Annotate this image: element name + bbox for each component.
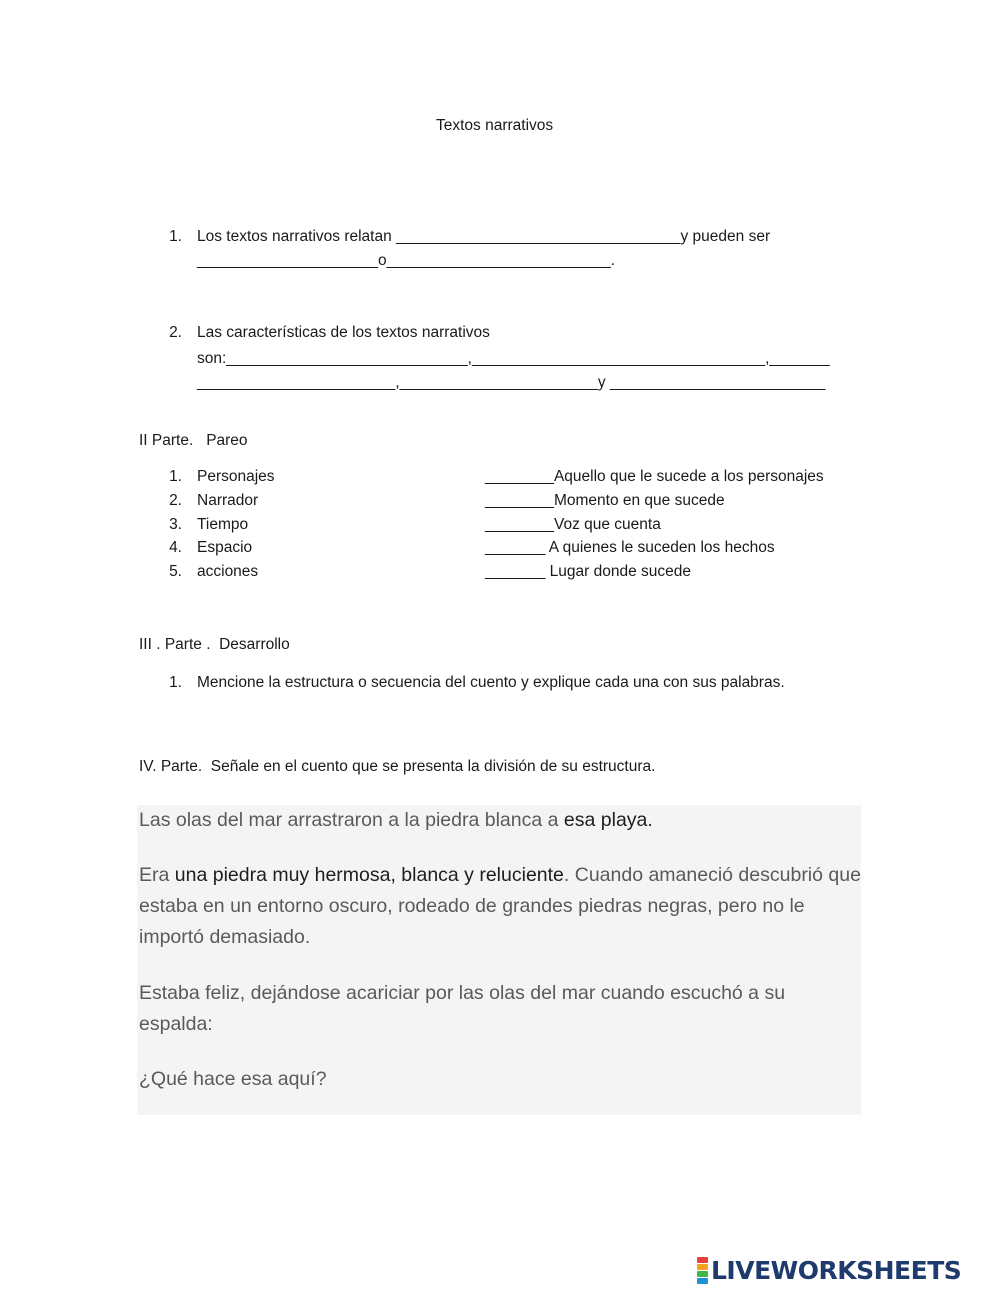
part-3-question: Mencione la estructura o secuencia del cuento y explique cada una con sus palabras. [197,674,785,691]
story-highlight: una piedra muy hermosa, blanca y reluciente [174,864,564,886]
logo-block [697,1271,708,1277]
story-text: . Cuando amaneció descubrió que estaba en un entorno oscuro, rodeado de grandes piedras negras, pero no le importó demasiado. [139,864,861,948]
question-number: 1. [169,674,182,691]
logo-mark-icon [697,1257,708,1284]
liveworksheets-logo [697,1256,992,1284]
part-2-heading: II Parte. Pareo [139,432,248,449]
logo-block [697,1264,708,1270]
question-number: 1. [169,228,182,245]
logo-block [697,1257,708,1263]
matching-term: Tiempo [197,516,249,533]
question-number: 2. [169,324,182,341]
story-highlight: esa playa. [563,809,653,831]
matching-definition: ________Momento en que sucede [485,492,725,509]
story-paragraph-2 [139,860,861,953]
matching-term: acciones [197,563,259,580]
matching-number: 4. [169,539,182,556]
matching-definition: _______ A quienes le suceden los hechos [485,539,775,556]
question-1-line-2: _____________________o__________________________. [197,252,616,269]
matching-number: 1. [169,468,182,485]
page-title: Textos narrativos [436,117,554,134]
story-text: Era [139,864,175,886]
matching-number: 3. [169,516,182,533]
matching-term: Espacio [197,539,253,556]
logo-text: LIVEWORKSHEETS [711,1255,962,1285]
part-4-heading: IV. Parte. Señale en el cuento que se presenta la división de su estructura. [139,758,656,775]
matching-definition: ________Voz que cuenta [485,516,661,533]
matching-definition: _______ Lugar donde sucede [485,563,691,580]
matching-term: Narrador [197,492,259,509]
question-1-line-1: Los textos narrativos relatan _________________________________y pueden ser [197,228,771,245]
question-2-line-3: _______________________,_______________________y _________________________ [197,374,826,391]
story-text: Las olas del mar arrastraron a la piedra blanca a [139,809,564,831]
story-paragraph-4: ¿Qué hace esa aquí? [139,1068,327,1090]
part-3-heading: III . Parte . Desarrollo [139,636,290,653]
story-paragraph-3: Estaba feliz, dejándose acariciar por las olas del mar cuando escuchó a su espalda: [139,982,786,1035]
matching-term: Personajes [197,468,275,485]
question-2-line-1: Las características de los textos narrativos [197,324,490,341]
story-paragraph-1 [139,805,861,836]
logo-block [697,1278,708,1284]
matching-number: 2. [169,492,182,509]
matching-number: 5. [169,563,182,580]
question-2-line-2: son:____________________________,__________________________________,_______ [197,350,830,367]
matching-definition: ________Aquello que le sucede a los personajes [485,468,824,485]
